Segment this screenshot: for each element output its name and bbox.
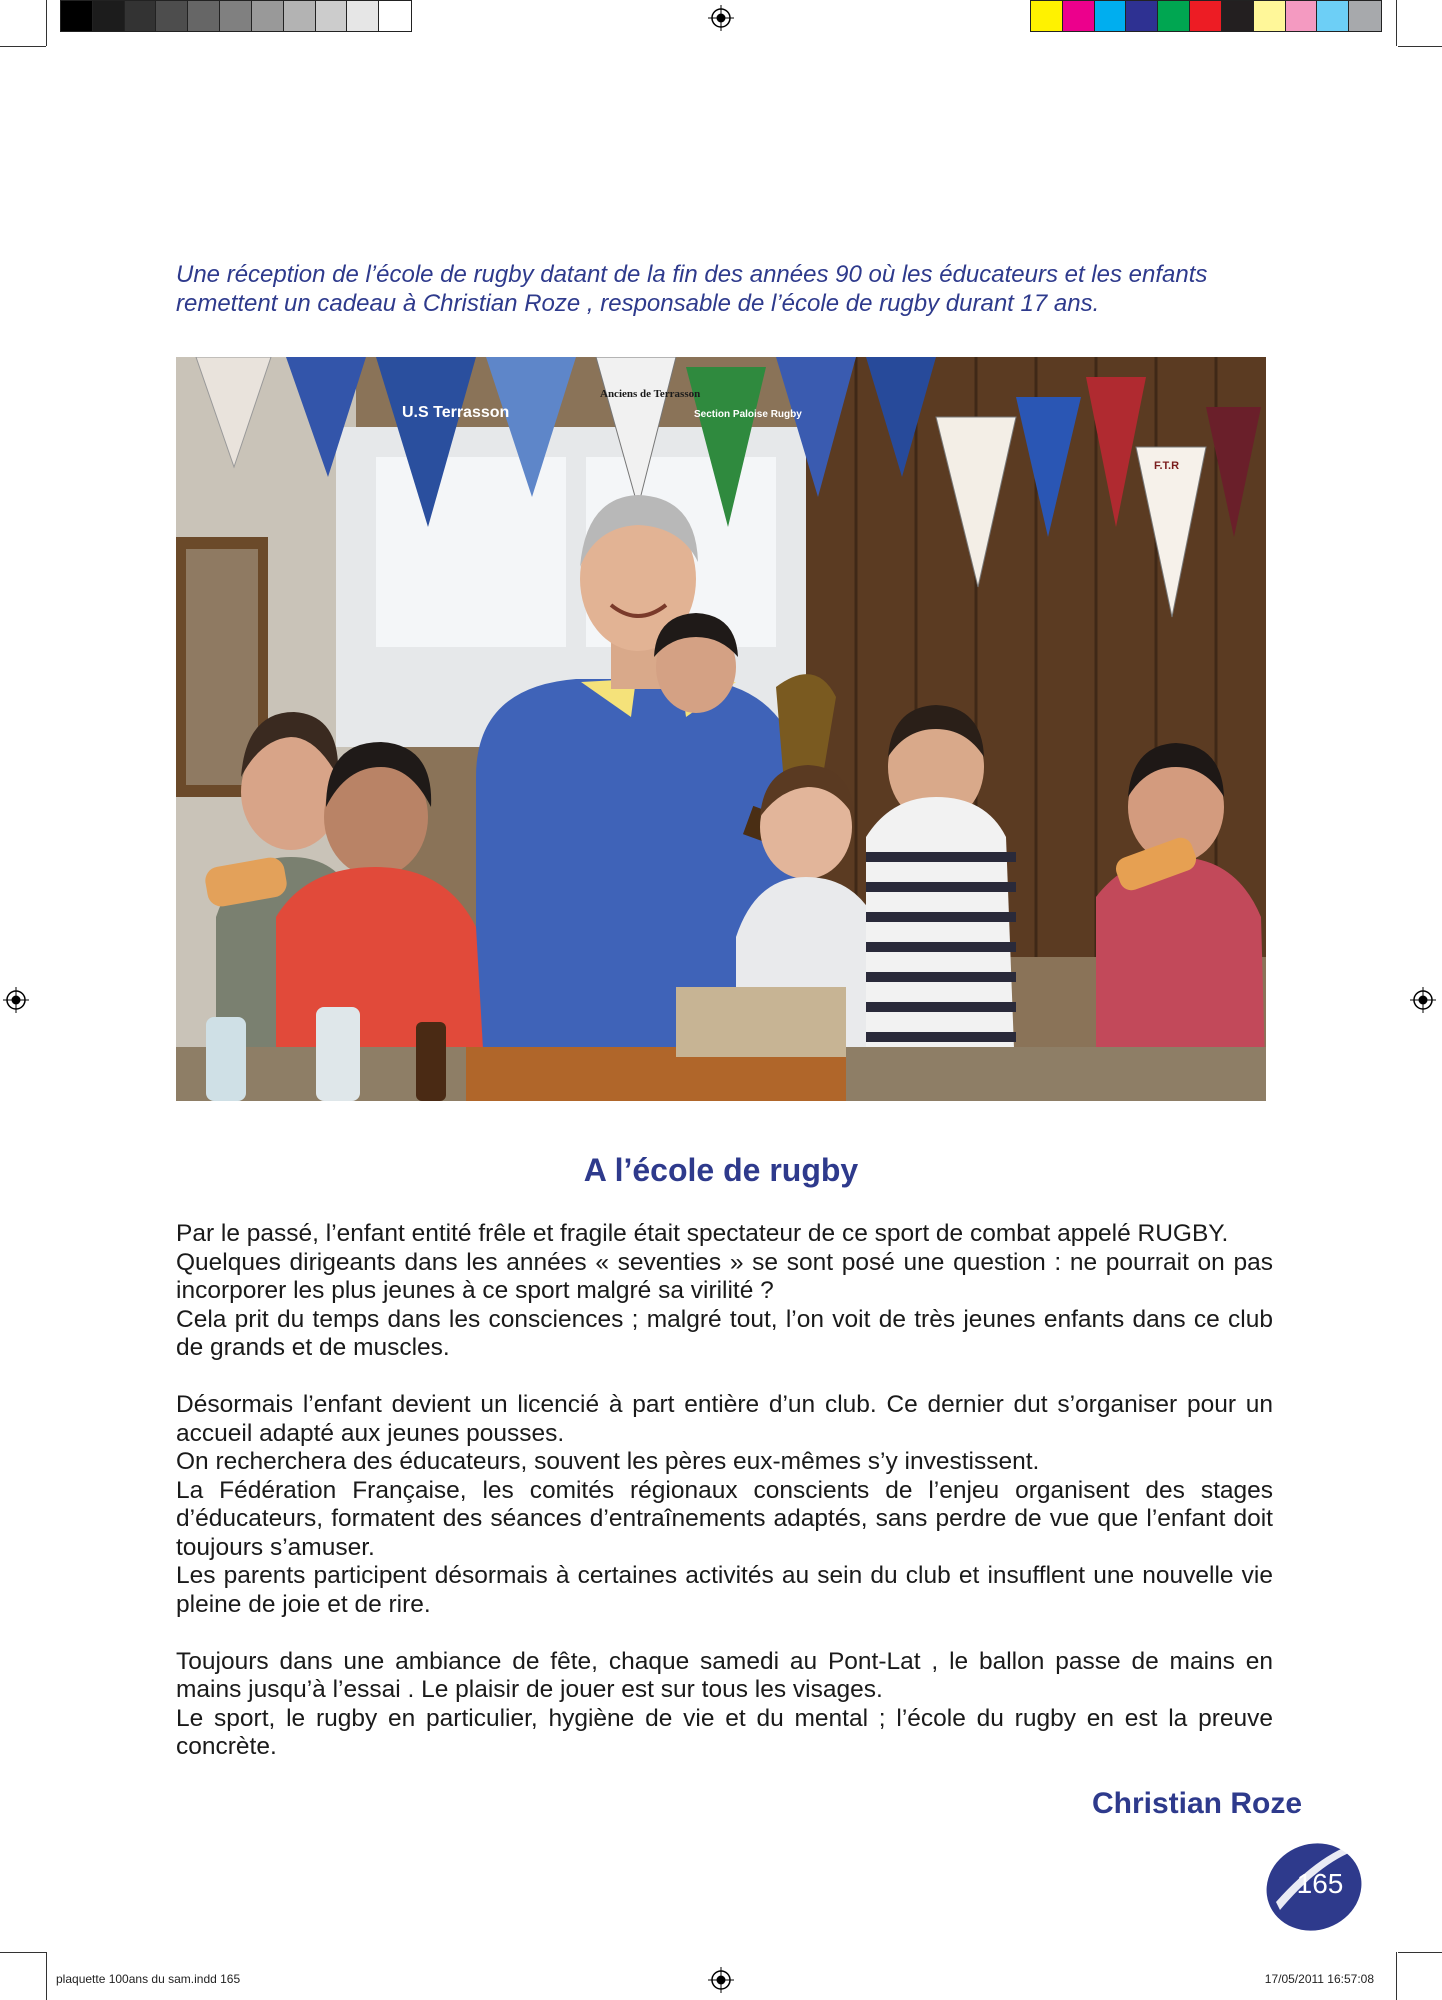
page-number: 165	[1296, 1868, 1344, 1899]
section-title: A l’école de rugby	[583, 1152, 859, 1188]
registration-mark-icon	[1410, 987, 1436, 1013]
color-calibration-bar	[1030, 0, 1382, 32]
paragraph: On recherchera des éducateurs, souvent les pères eux-mêmes s’y investissent.	[176, 1448, 1040, 1475]
crop-mark	[1396, 0, 1397, 46]
paragraph: Quelques dirigeants dans les années « seventies » se sont posé une question : ne pourrait on pas incorporer les plus jeunes à ce sport malgré sa virilité ?	[176, 1248, 1273, 1304]
crop-mark	[0, 1952, 46, 1953]
registration-mark-icon	[708, 5, 734, 31]
photo-illustration	[176, 357, 1266, 1101]
article-body	[176, 1220, 1273, 1762]
author-signature: Christian Roze	[1091, 1787, 1302, 1820]
calibration-swatch	[1158, 1, 1190, 31]
pennant-label: F.T.R	[1154, 460, 1180, 472]
footer-file-name: plaquette 100ans du sam.indd 165	[56, 1972, 241, 1986]
calibration-swatch	[252, 1, 284, 31]
calibration-swatch	[61, 1, 93, 31]
footer-timestamp: 17/05/2011 16:57:08	[1264, 1972, 1374, 1986]
paragraph: Les parents participent désormais à certaines activités au sein du club et insufflent une nouvelle vie pleine de joie et de rire.	[176, 1562, 1273, 1618]
pennant-label: Section Paloise Rugby	[694, 409, 802, 420]
crop-mark	[0, 46, 46, 47]
calibration-swatch	[379, 1, 411, 31]
paragraph-gap	[176, 1363, 1273, 1392]
calibration-swatch	[1222, 1, 1254, 31]
calibration-swatch	[1317, 1, 1349, 31]
crop-mark	[1398, 1952, 1442, 1953]
calibration-swatch	[125, 1, 157, 31]
calibration-swatch	[156, 1, 188, 31]
calibration-swatch	[1190, 1, 1222, 31]
paragraph: Par le passé, l’enfant entité frêle et fragile était spectateur de ce sport de combat appelé RUGBY.	[176, 1220, 1229, 1247]
pennant-label: U.S Terrasson	[402, 404, 510, 421]
calibration-swatch	[284, 1, 316, 31]
registration-mark-icon	[708, 1967, 734, 1993]
calibration-swatch	[1254, 1, 1286, 31]
calibration-swatch	[347, 1, 379, 31]
calibration-swatch	[1031, 1, 1063, 31]
calibration-swatch	[1095, 1, 1127, 31]
paragraph: Toujours dans une ambiance de fête, chaque samedi au Pont-Lat , le ballon passe de mains en mains jusqu’à l’essai . Le plaisir de jouer est sur tous les visages.	[176, 1647, 1273, 1703]
registration-mark-icon	[3, 987, 29, 1013]
calibration-swatch	[1286, 1, 1318, 31]
calibration-swatch	[316, 1, 348, 31]
crop-mark	[1396, 1952, 1397, 2000]
photo-caption: Une réception de l’école de rugby datant de la fin des années 90 où les éducateurs et les enfants remettent un cadeau à Christian Roze , responsable de l’école de rugby durant 17 ans.	[176, 261, 1208, 317]
calibration-swatch	[93, 1, 125, 31]
calibration-swatch	[1349, 1, 1381, 31]
paragraph: Cela prit du temps dans les consciences ; malgré tout, l’on voit de très jeunes enfants dans ce club de grands et de muscles.	[176, 1305, 1273, 1361]
gray-calibration-bar	[60, 0, 412, 32]
calibration-swatch	[1126, 1, 1158, 31]
crop-mark	[46, 1952, 47, 2000]
pennant-label: Anciens de Terrasson	[600, 388, 701, 400]
calibration-swatch	[188, 1, 220, 31]
crop-mark	[1398, 46, 1442, 47]
paragraph: Désormais l’enfant devient un licencié à part entière d’un club. Ce dernier dut s’organiser pour un accueil adapté aux jeunes pousses.	[176, 1391, 1273, 1447]
team-photo	[176, 357, 1266, 1101]
crop-mark	[46, 0, 47, 46]
calibration-swatch	[1063, 1, 1095, 31]
paragraph: La Fédération Française, les comités régionaux conscients de l’enjeu organisent des stages d’éducateurs, formatent des séances d’entraînements adaptés, sans perdre de vue que l’enfant doit toujours s’amuser.	[176, 1476, 1273, 1561]
paragraph: Le sport, le rugby en particulier, hygiène de vie et du mental ; l’école du rugby en est la preuve concrète.	[176, 1704, 1273, 1760]
calibration-swatch	[220, 1, 252, 31]
paragraph-gap	[176, 1619, 1273, 1648]
